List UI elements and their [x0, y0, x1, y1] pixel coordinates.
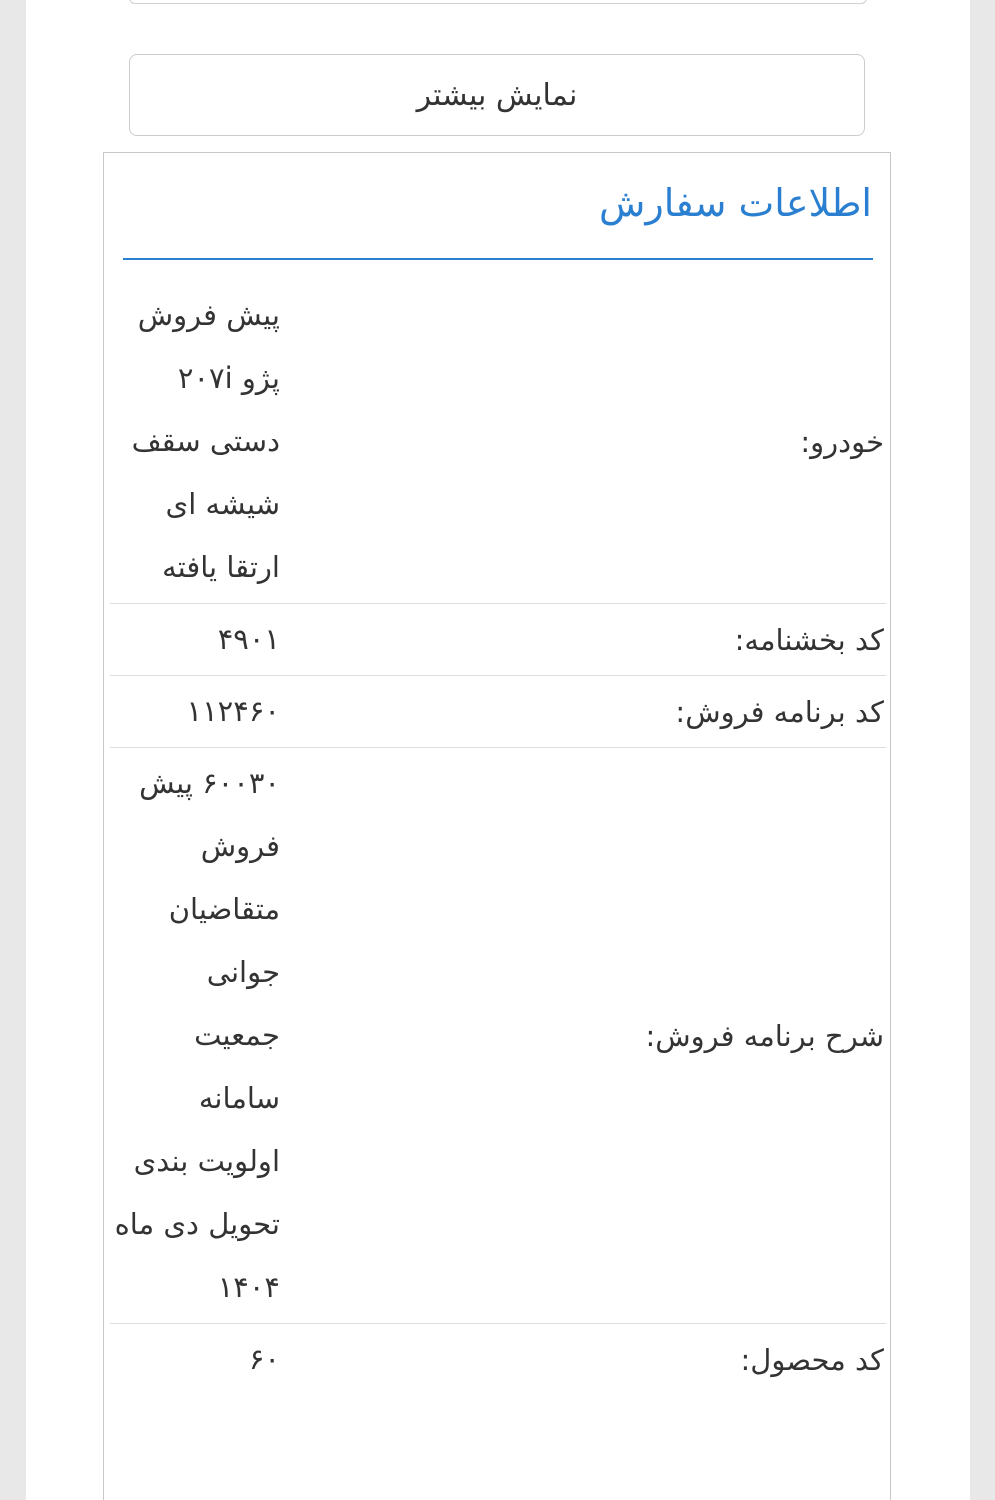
show-more-button[interactable]: نمایش بیشتر — [129, 54, 865, 136]
product-code-value: ۶۰ — [248, 1342, 280, 1376]
row-sales-plan-code — [110, 676, 886, 748]
page — [26, 0, 970, 1500]
row-vehicle — [110, 280, 886, 604]
previous-field[interactable] — [129, 0, 867, 4]
circular-code-value: ۴۹۰۱ — [217, 622, 280, 656]
product-code-label: کد محصول: — [740, 1342, 884, 1377]
order-info-panel — [103, 152, 891, 1500]
vehicle-value: پیش فروش پژو ۲۰۷i دستی سقف شیشه ای ارتقا یافته — [131, 298, 280, 584]
sales-plan-description-label: شرح برنامه فروش: — [645, 1018, 884, 1053]
vehicle-label: خودرو: — [800, 424, 884, 459]
order-info-list — [110, 280, 886, 1395]
order-info-title: اطلاعات سفارش — [599, 181, 872, 225]
row-sales-plan-description — [110, 748, 886, 1324]
row-circular-code — [110, 604, 886, 676]
sales-plan-description-value: ۶۰۰۳۰ پیش فروش متقاضیان جوانی جمعیت سامانه اولویت بندی تحویل دی ماه ۱۴۰۴ — [114, 766, 280, 1304]
row-product-code — [110, 1324, 886, 1395]
sales-plan-code-value: ۱۱۲۴۶۰ — [186, 694, 280, 728]
circular-code-label: کد بخشنامه: — [734, 622, 884, 657]
title-divider — [123, 258, 873, 260]
sales-plan-code-label: کد برنامه فروش: — [675, 694, 884, 729]
